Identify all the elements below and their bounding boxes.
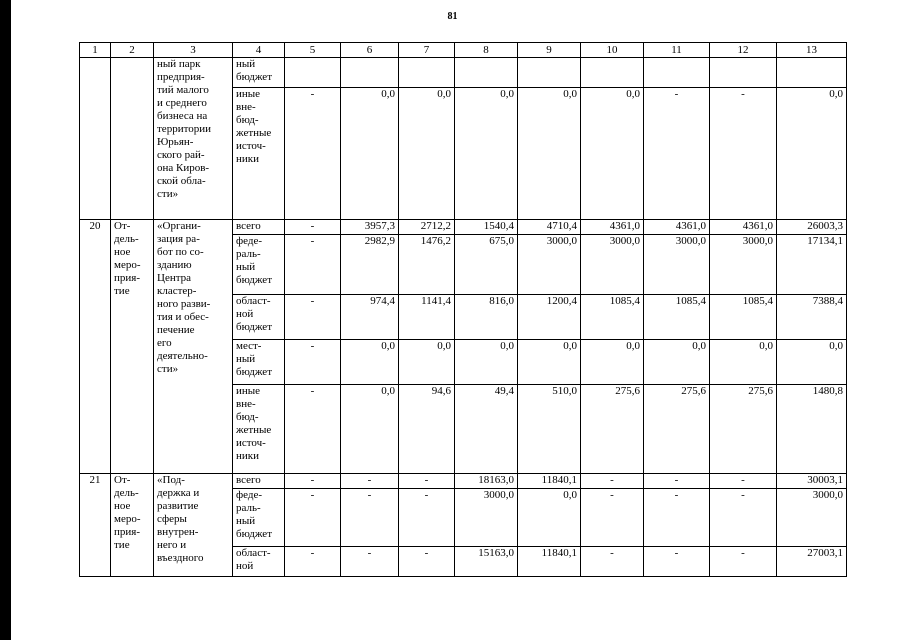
value-cell: 0,0 <box>710 340 777 385</box>
value-cell: 0,0 <box>777 340 847 385</box>
row-number-cell <box>80 58 111 220</box>
value-cell: 1085,4 <box>581 295 644 340</box>
value-cell: 1476,2 <box>399 235 455 295</box>
value-cell: 0,0 <box>581 340 644 385</box>
event-name-cell: «Под- держка и развитие сферы внутрен- него и въездного <box>154 474 233 577</box>
event-type-cell: От- дель- ное меро- прия- тие <box>111 220 154 474</box>
value-cell: 3000,0 <box>644 235 710 295</box>
header-cell: 4 <box>233 43 285 58</box>
value-cell: 275,6 <box>581 385 644 474</box>
value-cell: 17134,1 <box>777 235 847 295</box>
funding-source-cell: иные вне- бюд- жетные источ- ники <box>233 88 285 220</box>
funding-source-cell: ный бюджет <box>233 58 285 88</box>
value-cell: 1085,4 <box>710 295 777 340</box>
value-cell <box>777 58 847 88</box>
header-cell: 13 <box>777 43 847 58</box>
value-cell: - <box>710 88 777 220</box>
value-cell: 275,6 <box>710 385 777 474</box>
value-cell: 3000,0 <box>777 489 847 547</box>
value-cell: - <box>285 385 341 474</box>
funding-source-cell: феде- раль- ный бюджет <box>233 489 285 547</box>
funding-source-cell: всего <box>233 474 285 489</box>
value-cell: 2712,2 <box>399 220 455 235</box>
value-cell: 0,0 <box>341 385 399 474</box>
value-cell: - <box>710 474 777 489</box>
page-number: 81 <box>447 11 458 22</box>
value-cell: - <box>341 547 399 577</box>
event-name-cell: «Органи- зация ра- бот по со- зданию Центра кластер- ного разви- тия и обес- печение его деятельно- сти» <box>154 220 233 474</box>
value-cell: 0,0 <box>455 88 518 220</box>
value-cell: - <box>644 489 710 547</box>
budget-table <box>79 42 847 577</box>
value-cell: 1540,4 <box>455 220 518 235</box>
header-cell: 6 <box>341 43 399 58</box>
header-cell: 9 <box>518 43 581 58</box>
value-cell: 0,0 <box>455 340 518 385</box>
value-cell: 26003,3 <box>777 220 847 235</box>
value-cell: 0,0 <box>581 88 644 220</box>
funding-source-cell: област- ной бюджет <box>233 295 285 340</box>
value-cell: - <box>581 489 644 547</box>
event-type-cell <box>111 58 154 220</box>
value-cell: 0,0 <box>399 340 455 385</box>
value-cell: - <box>399 474 455 489</box>
value-cell: - <box>399 489 455 547</box>
value-cell: 4361,0 <box>581 220 644 235</box>
value-cell: 15163,0 <box>455 547 518 577</box>
value-cell: 1141,4 <box>399 295 455 340</box>
value-cell: 27003,1 <box>777 547 847 577</box>
value-cell: 3000,0 <box>455 489 518 547</box>
header-cell: 10 <box>581 43 644 58</box>
value-cell: - <box>285 489 341 547</box>
value-cell: 0,0 <box>341 340 399 385</box>
value-cell <box>399 58 455 88</box>
event-type-cell: От- дель- ное меро- прия- тие <box>111 474 154 577</box>
value-cell: - <box>644 474 710 489</box>
header-cell: 3 <box>154 43 233 58</box>
value-cell: 3000,0 <box>518 235 581 295</box>
value-cell: 974,4 <box>341 295 399 340</box>
header-cell: 7 <box>399 43 455 58</box>
value-cell: 94,6 <box>399 385 455 474</box>
funding-source-cell: иные вне- бюд- жетные источ- ники <box>233 385 285 474</box>
table-body <box>80 43 847 577</box>
value-cell: 1480,8 <box>777 385 847 474</box>
value-cell <box>644 58 710 88</box>
value-cell: 0,0 <box>518 489 581 547</box>
value-cell: - <box>285 295 341 340</box>
value-cell: 4361,0 <box>710 220 777 235</box>
funding-source-cell: област- ной <box>233 547 285 577</box>
value-cell: 510,0 <box>518 385 581 474</box>
value-cell: 11840,1 <box>518 474 581 489</box>
funding-source-cell: всего <box>233 220 285 235</box>
table-row <box>80 58 847 88</box>
value-cell: 0,0 <box>399 88 455 220</box>
value-cell: - <box>285 340 341 385</box>
value-cell <box>341 58 399 88</box>
value-cell: - <box>710 547 777 577</box>
value-cell: 816,0 <box>455 295 518 340</box>
value-cell: 0,0 <box>644 340 710 385</box>
value-cell: - <box>581 474 644 489</box>
funding-source-cell: мест- ный бюджет <box>233 340 285 385</box>
value-cell: 3957,3 <box>341 220 399 235</box>
header-cell: 8 <box>455 43 518 58</box>
value-cell: 0,0 <box>518 88 581 220</box>
value-cell: 4361,0 <box>644 220 710 235</box>
value-cell: 675,0 <box>455 235 518 295</box>
value-cell: - <box>399 547 455 577</box>
value-cell: - <box>285 235 341 295</box>
row-number-cell: 20 <box>80 220 111 474</box>
event-name-cell: ный парк предприя- тий малого и среднего бизнеса на территории Юрьян- ского рай- она Киров- ской обла- сти» <box>154 58 233 220</box>
value-cell <box>710 58 777 88</box>
value-cell: 49,4 <box>455 385 518 474</box>
header-cell: 12 <box>710 43 777 58</box>
row-number-cell: 21 <box>80 474 111 577</box>
value-cell: - <box>285 220 341 235</box>
value-cell: 3000,0 <box>581 235 644 295</box>
value-cell: - <box>285 547 341 577</box>
column-numbers-row <box>80 43 847 58</box>
value-cell: 3000,0 <box>710 235 777 295</box>
value-cell: 275,6 <box>644 385 710 474</box>
header-cell: 2 <box>111 43 154 58</box>
table-row <box>80 474 847 489</box>
value-cell: - <box>710 489 777 547</box>
value-cell: - <box>341 474 399 489</box>
value-cell: 0,0 <box>777 88 847 220</box>
value-cell: 2982,9 <box>341 235 399 295</box>
value-cell: 7388,4 <box>777 295 847 340</box>
header-cell: 11 <box>644 43 710 58</box>
value-cell <box>518 58 581 88</box>
table-row <box>80 220 847 235</box>
value-cell: - <box>285 88 341 220</box>
value-cell: 0,0 <box>341 88 399 220</box>
value-cell: - <box>581 547 644 577</box>
value-cell: - <box>644 88 710 220</box>
value-cell: 30003,1 <box>777 474 847 489</box>
header-cell: 5 <box>285 43 341 58</box>
value-cell: 1200,4 <box>518 295 581 340</box>
scan-edge-bar <box>0 0 11 640</box>
value-cell: 18163,0 <box>455 474 518 489</box>
value-cell: - <box>644 547 710 577</box>
value-cell <box>285 58 341 88</box>
value-cell: 1085,4 <box>644 295 710 340</box>
value-cell: - <box>285 474 341 489</box>
value-cell: 0,0 <box>518 340 581 385</box>
funding-source-cell: феде- раль- ный бюджет <box>233 235 285 295</box>
value-cell: 4710,4 <box>518 220 581 235</box>
value-cell: - <box>341 489 399 547</box>
value-cell <box>581 58 644 88</box>
value-cell: 11840,1 <box>518 547 581 577</box>
value-cell <box>455 58 518 88</box>
header-cell: 1 <box>80 43 111 58</box>
